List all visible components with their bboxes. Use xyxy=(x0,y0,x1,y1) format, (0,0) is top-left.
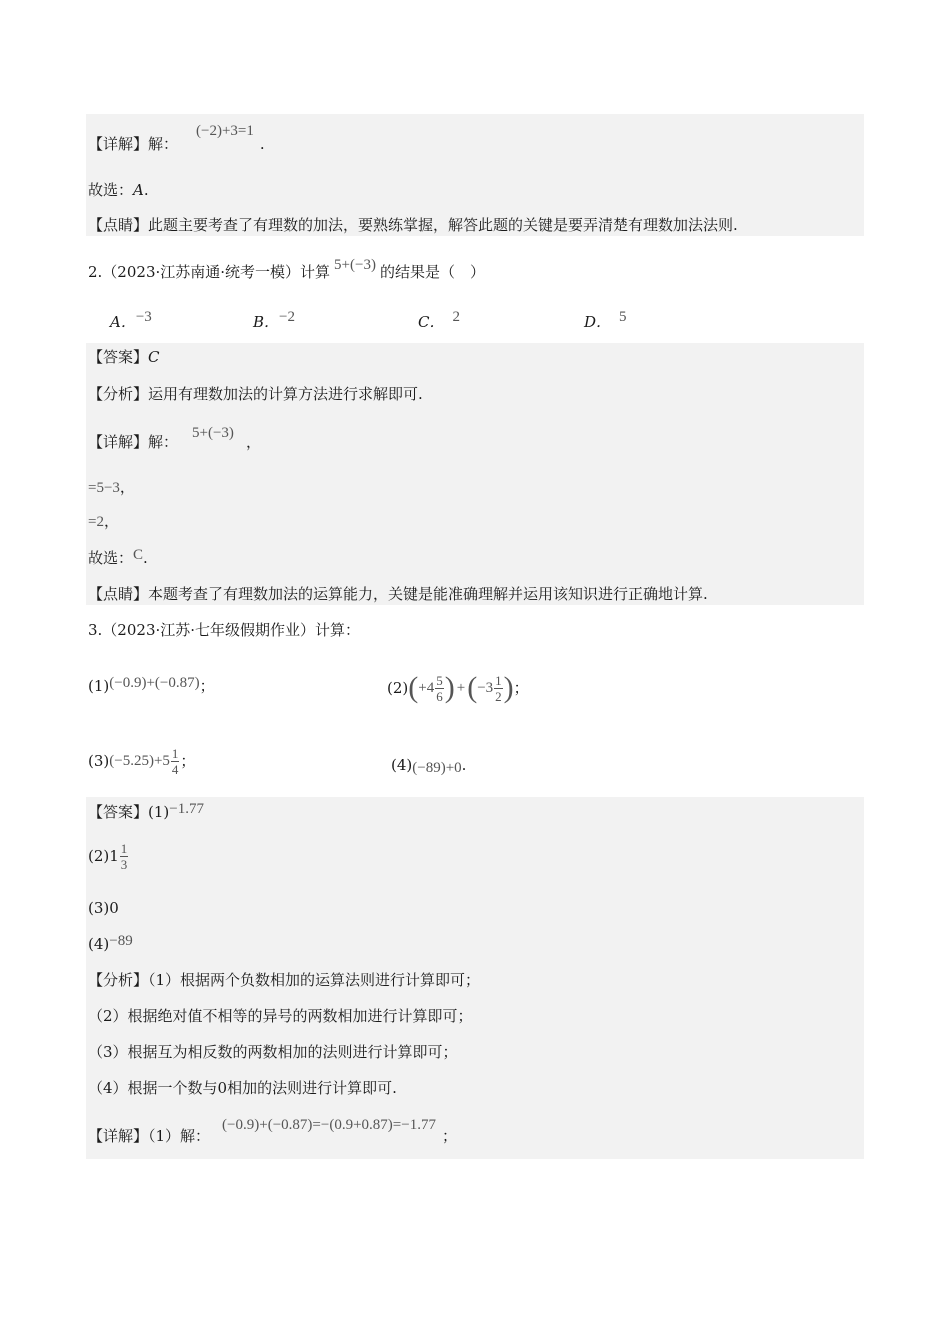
detail-end: ； xyxy=(441,1127,457,1145)
step2-math: =2 xyxy=(88,514,104,530)
item2-a-num: 5 xyxy=(436,672,443,688)
q2-stem-math: 5+(−3) xyxy=(334,257,376,273)
item2-b-sign: −3 xyxy=(477,680,494,696)
q3-answer-1 xyxy=(88,802,204,823)
prev-comment-line: 【点睛】此题主要考查了有理数的加法，要熟练掌握，解答此题的关键是要弄清楚有理数加法法则. xyxy=(88,216,738,234)
choice-value: C xyxy=(133,547,144,563)
detail-math: 5+(−3) xyxy=(192,425,234,441)
option-label: A． xyxy=(110,313,136,331)
item-end: ； xyxy=(199,677,215,695)
item-label: (4) xyxy=(391,756,413,774)
option-label: C． xyxy=(418,313,445,331)
q3-answer-4 xyxy=(88,934,133,955)
option-label: B． xyxy=(253,313,280,331)
q2-option-d[interactable] xyxy=(584,309,627,333)
choice-end: . xyxy=(143,181,149,199)
item2-a-sign: +4 xyxy=(418,680,435,696)
q2-step2 xyxy=(88,511,119,532)
answer-item-label: (2)1 xyxy=(88,847,119,865)
item3-den: 4 xyxy=(171,761,179,777)
answer-item-value: −89 xyxy=(109,933,133,949)
item2-plus: + xyxy=(456,680,466,696)
q2-option-b[interactable] xyxy=(253,309,295,333)
choice-end: . xyxy=(143,549,148,567)
q2-stem xyxy=(88,257,485,283)
item2-b-den: 2 xyxy=(495,688,502,704)
answer-value: C xyxy=(148,348,160,366)
item-math: (−0.9)+(−0.87) xyxy=(109,675,200,691)
q2-comment: 【点睛】本题考查了有理数加法的运算能力，关键是能准确理解并运用该知识进行正确地计算. xyxy=(88,585,708,603)
step1-math: =5−3 xyxy=(88,480,120,496)
detail-end: ， xyxy=(245,433,261,451)
q2-solution-block xyxy=(86,343,864,605)
answer-item-label: (1) xyxy=(148,803,170,821)
item2-a-den: 6 xyxy=(436,688,443,704)
item-label: (2) xyxy=(387,679,409,697)
q2-stem-prefix: 2.（2023·江苏南通·统考一模）计算 xyxy=(88,263,331,281)
item-label: (3) xyxy=(88,752,110,770)
option-value: 2 xyxy=(452,309,460,325)
detail-label: 【详解】（1）解： xyxy=(88,1127,211,1145)
q2-option-a[interactable] xyxy=(110,309,152,333)
item3-num: 1 xyxy=(171,745,179,761)
prev-detail-line xyxy=(88,123,265,155)
step2-end: ， xyxy=(103,512,119,530)
prev-choice-line xyxy=(88,180,149,200)
q3-item-2: (2)(+4 $\frac{5}{6}$ ) +(−3 $\frac{1}{2}$ )； xyxy=(387,671,529,704)
item-end: . xyxy=(461,756,467,774)
q3-item-1 xyxy=(88,676,215,697)
item-label: (1) xyxy=(88,677,110,695)
q3-answer-3: (3)0 xyxy=(88,899,119,917)
detail-math: (−2)+3=1 xyxy=(196,123,254,139)
option-value: −2 xyxy=(279,309,295,325)
item-math: (−89)+0 xyxy=(412,760,462,776)
item-end: ； xyxy=(180,752,196,770)
answer-label: 【答案】 xyxy=(88,348,149,366)
choice-value: A xyxy=(133,181,144,199)
q3-analysis-3: （3）根据互为相反数的两数相加的法则进行计算即可； xyxy=(88,1043,458,1061)
q2-option-c[interactable] xyxy=(418,309,460,333)
answer-item-label: (4) xyxy=(88,935,110,953)
q2-analysis: 【分析】运用有理数加法的计算方法进行求解即可. xyxy=(88,385,423,403)
answer2-num: 1 xyxy=(120,840,128,856)
detail-label: 【详解】解： xyxy=(88,433,179,451)
q3-answer-2 xyxy=(88,834,129,877)
q3-analysis-1: 【分析】（1）根据两个负数相加的运算法则进行计算即可； xyxy=(88,971,481,989)
q3-analysis-4: （4）根据一个数与0相加的法则进行计算即可. xyxy=(88,1079,397,1097)
q3-stem: 3.（2023·江苏·七年级假期作业）计算： xyxy=(88,621,361,639)
detail-end: . xyxy=(259,135,265,153)
choice-label: 故选： xyxy=(88,549,134,567)
q2-detail xyxy=(88,425,261,453)
item-end: ； xyxy=(513,679,529,697)
answer-label: 【答案】 xyxy=(88,803,149,821)
detail-math: (−0.9)+(−0.87)=−(0.9+0.87)=−1.77 xyxy=(222,1117,436,1133)
option-value: −3 xyxy=(135,309,152,325)
q2-choice xyxy=(88,548,148,569)
q3-analysis-2: （2）根据绝对值不相等的异号的两数相加进行计算即可； xyxy=(88,1007,473,1025)
q3-item-4 xyxy=(391,755,466,776)
q3-detail xyxy=(88,1117,457,1147)
q2-stem-suffix: 的结果是（ ） xyxy=(379,263,485,281)
item2-b-num: 1 xyxy=(495,672,502,688)
item-math: (−5.25)+5 xyxy=(109,753,170,769)
choice-label: 故选： xyxy=(88,181,134,199)
step1-end: ， xyxy=(119,478,135,496)
q2-step1 xyxy=(88,477,135,498)
answer-item-value: −1.77 xyxy=(169,801,204,817)
q3-item-3 xyxy=(88,736,195,785)
option-value: 5 xyxy=(619,309,627,325)
option-label: D． xyxy=(584,313,612,331)
answer2-den: 3 xyxy=(120,856,128,872)
q2-answer xyxy=(88,347,160,367)
detail-label: 【详解】解： xyxy=(88,135,179,153)
